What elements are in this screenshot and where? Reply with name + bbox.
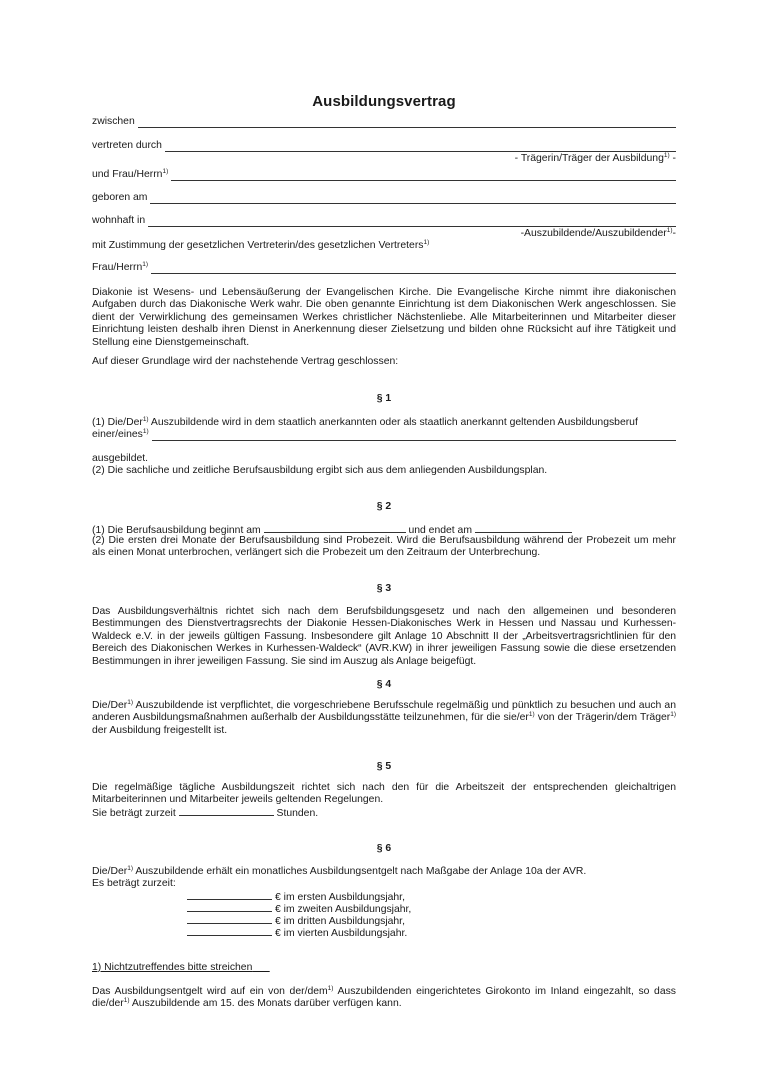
section-heading-4: § 4	[376, 679, 392, 690]
field-label: Frau/Herrn$^{1)}$	[92, 261, 149, 273]
amount-blank[interactable]	[187, 902, 272, 912]
footnote-mark: 1)	[127, 699, 134, 706]
field-label: einer/eines$^{1)}$	[92, 428, 149, 440]
blank-line[interactable]	[150, 193, 676, 204]
section-heading-6: § 6	[376, 843, 392, 854]
intro-closing: Auf dieser Grundlage wird der nachstehende Vertrag geschlossen:	[92, 356, 399, 367]
footnote-mark: 1)	[142, 416, 149, 423]
footnote-text: 1) Nichtzutreffendes bitte streichen	[92, 962, 253, 973]
s1-ausgebildet: ausgebildet.	[92, 453, 149, 464]
s2-paragraph-1: (1) Die Berufsausbildung beginnt am und endet am	[92, 523, 676, 537]
footnote-mark: 1)	[663, 152, 670, 159]
section-heading-2: § 2	[376, 501, 392, 512]
s6-payment-paragraph: Das Ausbildungsentgelt wird auf ein von der/dem$^{1)}$ Auszubildenden eingerichtetes Girokonto im Inland eingezahlt, so dass die/der$^{1)}$ Auszubildende am 15. des Monats darüber verfügen kann.	[92, 985, 676, 1010]
s3-paragraph: Das Ausbildungsverhältnis richtet sich nach dem Berufsbildungsgesetz und nach den allgemeinen und besonderen Bestimmungen des Dienstvertragsrechts der Diakonie Hessen-Diakonisches Werk in Hessen und Nassau und Kurhessen-Waldeck e.V. in der jeweils gültigen Fassung. Insbesondere gilt Anlage 10 Abschnitt II der „Arbeitsvertragsrichtlinien für den Bereich des Diakonischen Werkes in Kurhessen-Waldeck“ (AVR.KW) in ihrer jeweiligen Fassung sowie die diese ersetzenden Bestimmungen in ihrer jeweiligen Fassung. Sie sind im Auszug als Anlage beigefügt.	[92, 606, 676, 667]
section-heading-5: § 5	[376, 761, 392, 772]
field-ausbildungsberuf[interactable]	[92, 429, 676, 441]
zustimmung-line: mit Zustimmung der gesetzlichen Vertreterin/des gesetzlichen Vertreters$^{1)}$	[92, 239, 430, 251]
field-label: vertreten durch	[92, 140, 162, 151]
footnote-mark: 1)	[123, 997, 130, 1005]
s1-paragraph-1: (1) Die/Der$^{1)}$ Auszubildende wird in dem staatlich anerkannten oder als staatlich anerkannt geltenden Ausbildungsberuf	[92, 416, 638, 428]
intro-paragraph: Diakonie ist Wesens- und Lebensäußerung der Evangelischen Kirche. Die Evangelische Kirche nimmt ihre diakonischen Aufgaben durch das Diakonische Werk wahr. Die oben genannte Einrichtung ist dem Diakonischen Werk angeschlossen. Sie dient der Verwirklichung des gemeinsamen Werkes christlicher Nächstenliebe. Alle Mitarbeiterinnen und Mitarbeiter dieser Einrichtung leisten deshalb ihren Dienst in Anerkennung dieser Zielsetzung und bilden ohne Rücksicht auf ihre Tätigkeit und Stellung eine Dienstgemeinschaft.	[92, 287, 676, 348]
s1-paragraph-2: (2) Die sachliche und zeitliche Berufsausbildung ergibt sich aus dem anliegenden Ausbildungsplan.	[92, 465, 548, 476]
field-frau-herrn[interactable]	[92, 169, 676, 181]
amount-row[interactable]: € im dritten Ausbildungsjahr,	[187, 914, 405, 928]
field-label: wohnhaft in	[92, 215, 146, 226]
footnote-mark: 1)	[423, 239, 430, 246]
blank-line[interactable]	[152, 430, 676, 441]
blank-line[interactable]	[151, 263, 676, 274]
s2-paragraph-2: (2) Die ersten drei Monate der Berufsausbildung sind Probezeit. Wird die Berufsausbildung während der Probezeit um mehr als einen Monat unterbrochen, verlängert sich die Probezeit um den Zeitraum der Unterbrechung.	[92, 535, 676, 559]
s5-paragraph: Die regelmäßige tägliche Ausbildungszeit richtet sich nach den für die Arbeitszeit der entsprechenden gleichaltrigen Mitarbeiterinnen und Mitarbeiter jeweils geltenden Regelungen.	[92, 782, 676, 806]
start-date-blank[interactable]	[264, 523, 406, 533]
blank-line[interactable]	[171, 170, 676, 181]
s6-paragraph: Die/Der$^{1)}$ Auszubildende erhält ein monatliches Ausbildungsentgelt nach Maßgabe der Anlage 10a der AVR.	[92, 865, 587, 877]
field-zwischen[interactable]	[92, 116, 676, 128]
section-heading-1: § 1	[376, 393, 392, 404]
amount-row[interactable]: € im vierten Ausbildungsjahr.	[187, 926, 407, 940]
footnote-mark: 1)	[327, 985, 334, 992]
footnote-mark: 1)	[142, 428, 149, 435]
field-label: zwischen	[92, 116, 135, 127]
auszubildende-note: -Auszubildende/Auszubildender$^{1)}$-	[520, 227, 676, 239]
amount-blank[interactable]	[187, 926, 272, 936]
amount-blank[interactable]	[187, 890, 272, 900]
field-vertreten-durch[interactable]	[92, 140, 676, 152]
s4-paragraph: Die/Der$^{1)}$ Auszubildende ist verpflichtet, die vorgeschriebene Berufsschule regelmäßig und pünktlich zu besuchen und auch an anderen Ausbildungsmaßnahmen außerhalb der Ausbildungsstätte teilzunehmen, für die sie/$er^{1)}$ von der Trägerin/dem Träger$^{1)}$ der Ausbildung freigestellt ist.	[92, 699, 676, 736]
footnote-mark: 1)	[528, 711, 535, 719]
document-title: Ausbildungsvertrag	[312, 93, 456, 110]
field-label: geboren am	[92, 192, 148, 203]
field-wohnhaft-in[interactable]	[92, 215, 676, 227]
hours-blank[interactable]	[179, 806, 274, 816]
blank-line[interactable]	[165, 141, 676, 152]
footnote-mark: 1)	[162, 168, 169, 175]
field-frau-herrn-2[interactable]	[92, 262, 676, 274]
footnote-mark: 1)	[142, 261, 149, 268]
blank-line[interactable]	[148, 216, 676, 227]
footnote-mark: 1)	[666, 227, 673, 234]
s5-current-hours: Sie beträgt zurzeit Stunden.	[92, 808, 319, 819]
amount-row[interactable]: € im zweiten Ausbildungsjahr,	[187, 902, 411, 916]
field-label: und Frau/Herrn$^{1)}$	[92, 168, 169, 180]
traegerin-note: - Trägerin/Träger der Ausbildung$^{1)}$ -	[514, 152, 676, 164]
footnote-mark: 1)	[670, 711, 676, 719]
amount-row[interactable]: € im ersten Ausbildungsjahr,	[187, 890, 405, 904]
section-heading-3: § 3	[376, 583, 392, 594]
footnote-mark: 1)	[127, 865, 134, 872]
blank-line[interactable]	[138, 117, 676, 128]
field-geboren-am[interactable]	[92, 192, 676, 204]
s6-es-betraegt: Es beträgt zurzeit:	[92, 878, 176, 889]
amount-blank[interactable]	[187, 914, 272, 924]
end-date-blank[interactable]	[475, 523, 572, 533]
